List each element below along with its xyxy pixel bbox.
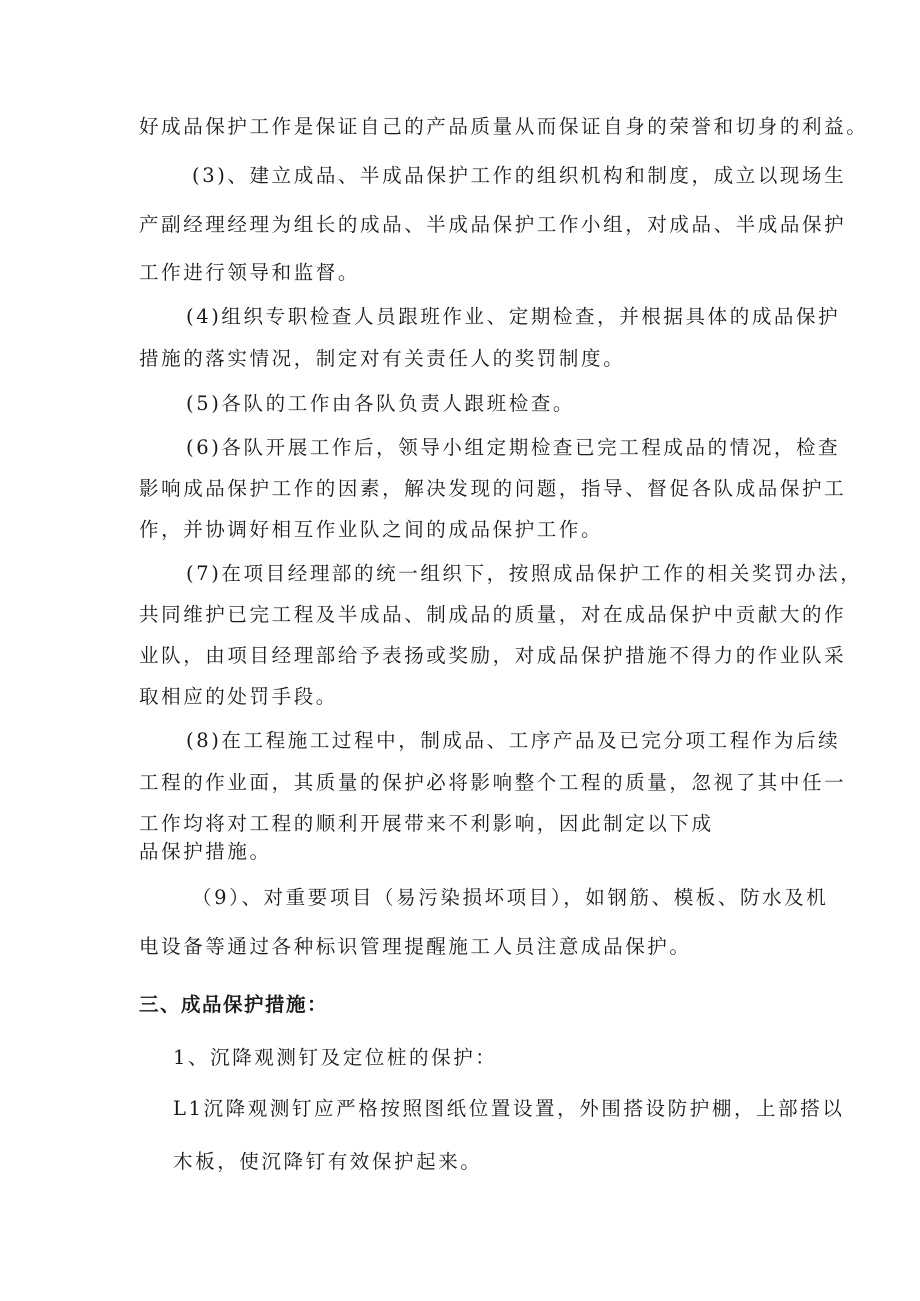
text-line-8: (6)各队开展工作后，领导小组定期检查已完工程成品的情况，检查	[186, 436, 841, 459]
text-line-23: L1沉降观测钉应严格按照图纸位置设置，外围搭设防护棚，上部搭以	[173, 1097, 845, 1120]
text-line-20: 电设备等通过各种标识管理提醒施工人员注意成品保护。	[139, 935, 692, 958]
text-line-18: 品保护措施。	[139, 840, 272, 863]
text-line-16: 工程的作业面，其质量的保护必将影响整个工程的质量，忽视了其中任一	[139, 771, 847, 794]
text-line-11: (7)在项目经理部的统一组织下，按照成品保护工作的相关奖罚办法，	[186, 562, 863, 585]
text-line-5: (4)组织专职检查人员跟班作业、定期检查，并根据具体的成品保护	[186, 305, 841, 328]
text-line-13: 业队，由项目经理部给予表扬或奖励，对成品保护措施不得力的作业队采	[139, 644, 847, 667]
text-line-7: (5)各队的工作由各队负责人跟班检查。	[186, 392, 576, 415]
text-line-4: 工作进行领导和监督。	[139, 261, 361, 284]
text-line-24: 木板，使沉降钉有效保护起来。	[173, 1150, 483, 1173]
text-line-2: (3)、建立成品、半成品保护工作的组织机构和制度，成立以现场生	[192, 164, 847, 187]
text-line-15: (8)在工程施工过程中，制成品、工序产品及已完分项工程作为后续	[186, 729, 841, 752]
text-line-12: 共同维护已完工程及半成品、制成品的质量，对在成品保护中贡献大的作	[139, 603, 847, 626]
text-line-19: （9）、对重要项目（易污染损坏项目），如钢筋、模板、防水及机	[192, 886, 829, 909]
text-line-6: 措施的落实情况，制定对有关责任人的奖罚制度。	[139, 347, 626, 370]
text-line-10: 作，并协调好相互作业队之间的成品保护工作。	[139, 518, 604, 541]
text-line-14: 取相应的处罚手段。	[139, 685, 338, 708]
text-line-17: 工作均将对工程的顺利开展带来不利影响，因此制定以下成	[139, 812, 714, 835]
text-line-3: 产副经理经理为组长的成品、半成品保护工作小组，对成品、半成品保护	[139, 213, 847, 236]
text-line-9: 影响成品保护工作的因素，解决发现的问题，指导、督促各队成品保护工	[139, 477, 847, 500]
section-heading: 三、成品保护措施：	[139, 993, 329, 1016]
text-line-1: 好成品保护工作是保证自己的产品质量从而保证自身的荣誉和切身的利益。	[139, 115, 869, 138]
subsection-heading: 1、沉降观测钉及定位桩的保护：	[173, 1046, 498, 1069]
